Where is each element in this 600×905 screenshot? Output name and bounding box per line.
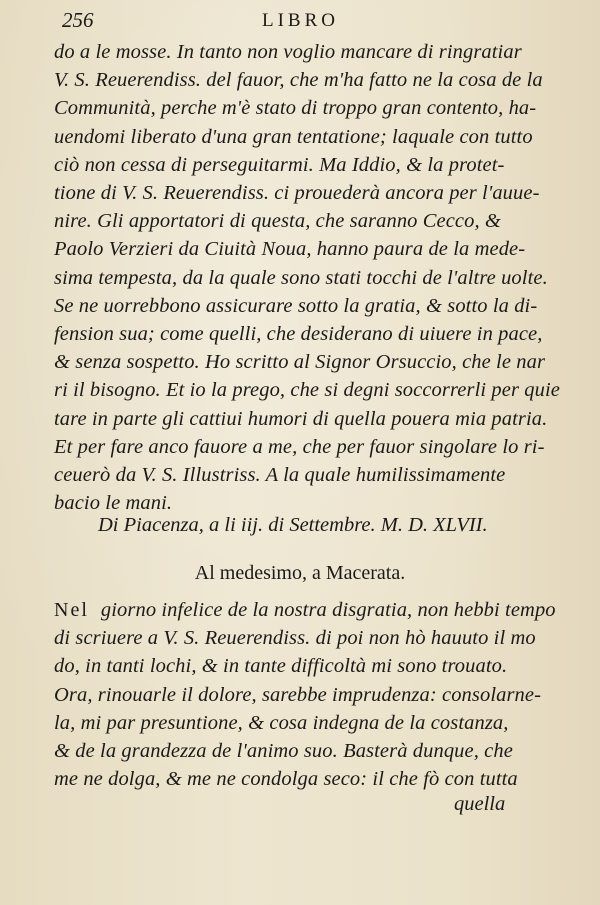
text-line: & de la grandezza de l'animo suo. Basterà dunque, che [54,740,513,763]
text-line: ceuerò da V. S. Illustriss. A la quale humilissimamente [54,464,506,487]
letter-heading: Al medesimo, a Macerata. [194,562,406,584]
lead-word: Nel [54,599,89,621]
text-line: Ora, rinouarle il dolore, sarebbe imprudenza: consolarne- [54,683,542,706]
text-line: Paolo Verzieri da Ciuità Noua, hanno paura de la mede- [54,238,526,261]
text-line: do, in tanti lochi, & in tante difficoltà mi sono trouato. [54,655,508,678]
text-line: Se ne uorrebbono assicurare sotto la gratia, & sotto la di- [54,294,538,317]
text-line: uendomi liberato d'una gran tentatione; laquale con tutto [54,125,533,148]
text-line: Communità, perche m'è stato di troppo gran contento, ha- [54,97,537,120]
text-line: ciò non cessa di perseguitarmi. Ma Iddio, & la protet- [54,153,505,176]
text-line: & senza sospetto. Ho scritto al Signor Orsuccio, che le nar [54,351,546,374]
running-head: LIBRO [262,10,339,31]
text-line: tare in parte gli cattiui humori di quella pouera mia patria. [54,407,548,430]
text-line-first [54,596,554,624]
text-line-rest: giorno infelice de la nostra disgratia, non hebbi tempo [100,599,556,621]
text-line: me ne dolga, & me ne condolga seco: il che fò con tutta [54,768,518,791]
page-number: 256 [62,8,94,32]
catchword: quella [454,793,506,815]
text-line: Et per fare anco fauore a me, che per fauor singolare lo ri- [54,435,545,458]
text-line: tione di V. S. Reuerendiss. ci prouederà ancora per l'auue- [54,182,540,205]
text-line: di scriuere a V. S. Reuerendiss. di poi non hò hauuto il mo [54,627,536,650]
text-line: do a le mosse. In tanto non voglio mancare di ringratiar [54,41,522,63]
letter-body-1 [54,38,560,517]
text-line: ri il bisogno. Et io la prego, che si degni soccorrerli per quie [54,379,560,402]
text-line: sima tempesta, da la quale sono stati tocchi de l'altre uolte. [54,266,548,289]
letter-body-2 [54,596,554,793]
text-line: la, mi par presuntione, & cosa indegna de la costanza, [54,711,509,734]
letter-signoff: Di Piacenza, a li iij. di Settembre. M. D. XLVII. [98,514,488,536]
page-header [62,8,540,38]
text-line: bacio le mani. [54,492,173,515]
text-line: V. S. Reuerendiss. del fauor, che m'ha fatto ne la cosa de la [54,69,543,92]
text-line: nire. Gli apportatori di questa, che saranno Cecco, & [54,210,501,233]
text-line: fension sua; come quelli, che desiderano di uiuere in pace, [54,323,543,346]
